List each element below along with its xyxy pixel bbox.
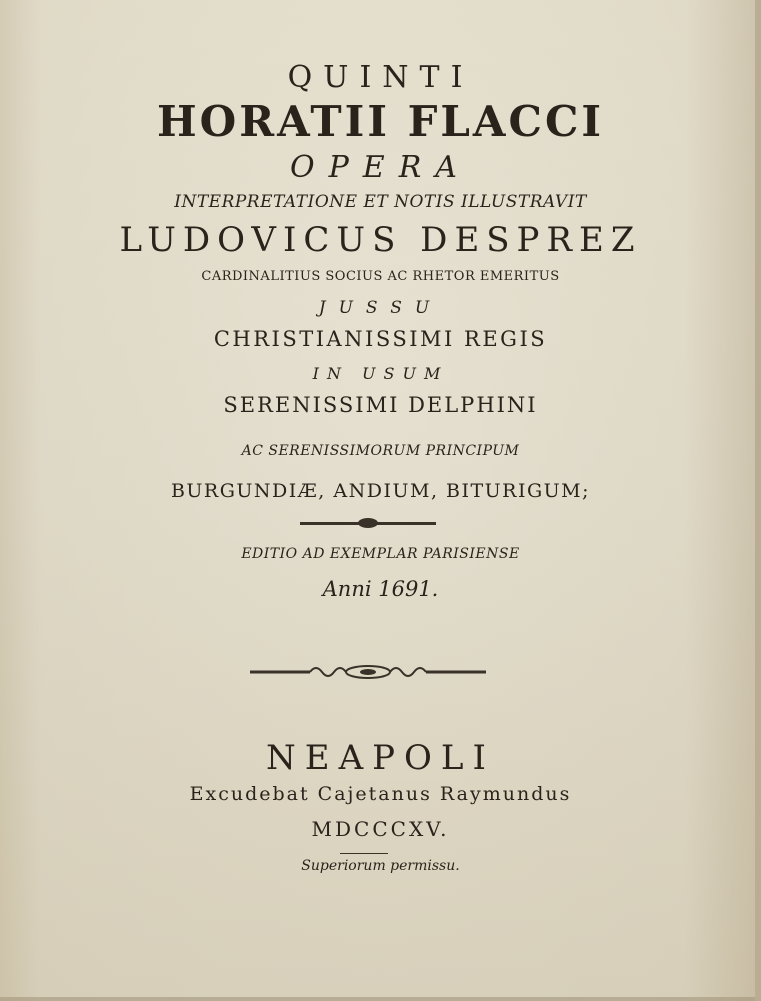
imprint-year: MDCCCXV. [311,817,450,841]
imprint-city: NEAPOLI [266,738,495,778]
author-name: LUDOVICUS DESPREZ [119,220,642,260]
text-in-usum: IN USUM [312,364,449,383]
title-line-opera: OPERA [290,150,471,185]
title-line-quinti: QUINTI [287,60,474,95]
edition-note: EDITIO AD EXEMPLAR PARISIENSE [241,546,520,562]
text-burgundiae: BURGUNDIÆ, ANDIUM, BITURIGUM; [170,480,591,502]
author-title: CARDINALITIUS SOCIUS AC RHETOR EMERITUS [201,269,560,284]
imprint-permission: Superiorum permissu. [301,858,460,874]
imprint-printer: Excudebat Cajetanus Raymundus [189,783,572,805]
imprint-rule [340,853,388,854]
edition-year: Anni 1691. [322,577,439,601]
text-christianissimi-regis: CHRISTIANISSIMI REGIS [213,327,548,351]
text-jussu: JUSSU [318,298,443,318]
text-serenissimi-delphini: SERENISSIMI DELPHINI [223,393,538,417]
rule-ornament-center [358,518,378,528]
title-line-horatii-flacci: HORATII FLACCI [156,97,605,146]
subtitle-interpretatione: INTERPRETATIONE ET NOTIS ILLUSTRAVIT [174,192,587,212]
text-ac-serenissimorum: AC SERENISSIMORUM PRINCIPUM [241,443,520,459]
scroll-ornament [250,662,486,682]
